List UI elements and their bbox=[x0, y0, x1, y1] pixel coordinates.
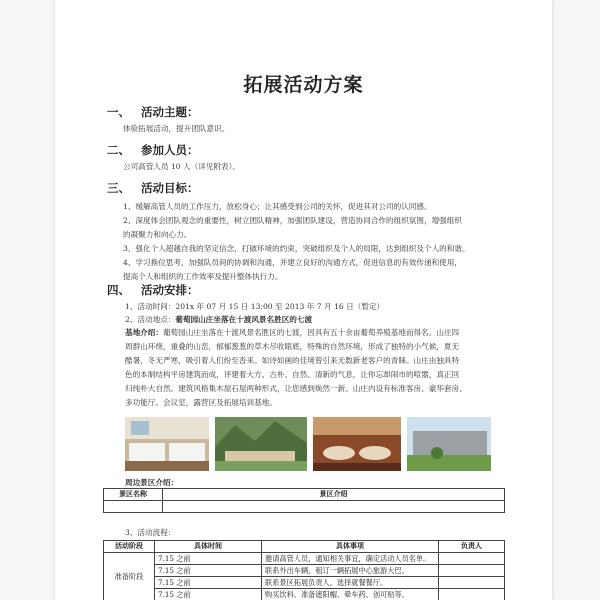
table-row bbox=[104, 501, 505, 513]
goal-line: 3、强化个人超越自我的坚定信念，打破环境的约束，突破组织及个人的局限，达到组织及个人的和谐。 bbox=[123, 244, 470, 253]
section-heading-schedule: 四、 活动安排： bbox=[107, 283, 199, 297]
watermark bbox=[66, 200, 95, 240]
table-row bbox=[104, 589, 505, 600]
theme-text: 体验拓展活动，提升团队意识。 bbox=[123, 124, 230, 133]
nearby-col-intro: 景区介绍 bbox=[163, 489, 505, 501]
schedule-place: 2、活动地点：葡萄园山庄坐落在十渡风景名胜区的七渡 bbox=[125, 315, 313, 324]
page-title: 拓展活动方案 bbox=[243, 74, 364, 96]
row-owner bbox=[439, 565, 505, 577]
mountain-resort-photo bbox=[215, 417, 307, 471]
row-time: 7.15 之前 bbox=[155, 589, 262, 600]
table-row bbox=[104, 553, 505, 565]
goal-line: 的凝聚力和向心力。 bbox=[123, 230, 192, 239]
intro-line: 多功能厅、会议室，露营区及拓展培训基地。 bbox=[125, 398, 277, 407]
intro-line: 周群山环绕，重叠的山峦，郁郁葱葱的草木尽收眼底，特殊的自然环境，形成了独特的小气候，夏无 bbox=[125, 342, 460, 351]
goal-line: 2、深度体会团队观念的重要性，树立团队精神，加强团队建设，营造协同合作的组织氛围，增强组织 bbox=[123, 216, 462, 225]
dining-hall-photo bbox=[313, 417, 401, 471]
document-page bbox=[55, 0, 552, 600]
goal-line: 提高个人和组织的工作效率及提升整体执行力。 bbox=[123, 272, 283, 281]
intro-line: 酷暑，冬无严寒，吸引着人们纷至沓来。如诗如画的佳境曾引来无数新老客户的青睐。山庄由独具特 bbox=[125, 356, 460, 365]
process-col-stage: 活动阶段 bbox=[104, 541, 155, 553]
row-item: 购买饮料、准备遮阳帽、晕车药、创可贴等。 bbox=[262, 589, 439, 600]
row-owner bbox=[439, 589, 505, 600]
intro-line: 归纯朴大自然。建筑风格集木屋石屋两种形式，让您感到焕然一新。山庄内设有标准客房、豪华套房、 bbox=[125, 384, 467, 393]
process-col-owner: 负责人 bbox=[439, 541, 505, 553]
intro-line: 基地介绍：葡萄园山庄坐落在十渡风景名胜区的七渡，因具有五十余亩葡萄养殖基地而得名。山庄四 bbox=[125, 328, 460, 337]
row-item: 联系外出车辆，租订一辆拓展中心旅游大巴。 bbox=[262, 565, 439, 577]
hotel-room-photo bbox=[125, 417, 209, 471]
row-item: 联系景区拓展负责人，选择就餐餐厅。 bbox=[262, 577, 439, 589]
goal-line: 1、缓解高管人员的工作压力，放松身心；让其感受到公司的关怀，促进其对公司的认同感。 bbox=[123, 202, 432, 211]
table-row bbox=[104, 577, 505, 589]
section-heading-participants: 二、 参加人员： bbox=[107, 143, 199, 157]
process-col-item: 具体事项 bbox=[262, 541, 439, 553]
process-table bbox=[103, 540, 505, 600]
goal-line: 4、学习换位思考，加强队员间的协调和沟通，并建立良好的沟通方式，促进信息的有效传递和使用， bbox=[123, 258, 462, 267]
process-stage: 准备阶段 bbox=[104, 553, 155, 600]
process-col-time: 具体时间 bbox=[155, 541, 262, 553]
section-heading-theme: 一、 活动主题： bbox=[107, 105, 199, 119]
participants-text: 公司高管人员 10 人（详见附表）。 bbox=[123, 162, 241, 171]
table-row bbox=[104, 565, 505, 577]
row-owner bbox=[439, 577, 505, 589]
row-time: 7.15 之前 bbox=[155, 565, 262, 577]
row-owner bbox=[439, 553, 505, 565]
nearby-col-name: 景区名称 bbox=[104, 489, 163, 501]
row-time: 7.15 之前 bbox=[155, 577, 262, 589]
intro-line: 色的本制结构平房建筑而成，评建着大方、古朴、自然、清新的气息，让你忘却闹市的喧嚣，真正回 bbox=[125, 370, 460, 379]
nearby-table bbox=[103, 488, 505, 513]
row-item: 邀请高管人员，通知相关事宜，确定活动人员名单。 bbox=[262, 553, 439, 565]
nearby-heading: 周边景区介绍： bbox=[125, 478, 179, 487]
schedule-time: 1、活动时间：201x 年 07 月 15 日 13:00 至 2013 年 7 月 16 日（暂定） bbox=[125, 302, 385, 311]
training-wall-photo bbox=[407, 417, 491, 471]
section-heading-goals: 三、 活动目标： bbox=[107, 181, 199, 195]
row-time: 7.15 之前 bbox=[155, 553, 262, 565]
process-heading: 3、活动流程： bbox=[125, 528, 176, 537]
